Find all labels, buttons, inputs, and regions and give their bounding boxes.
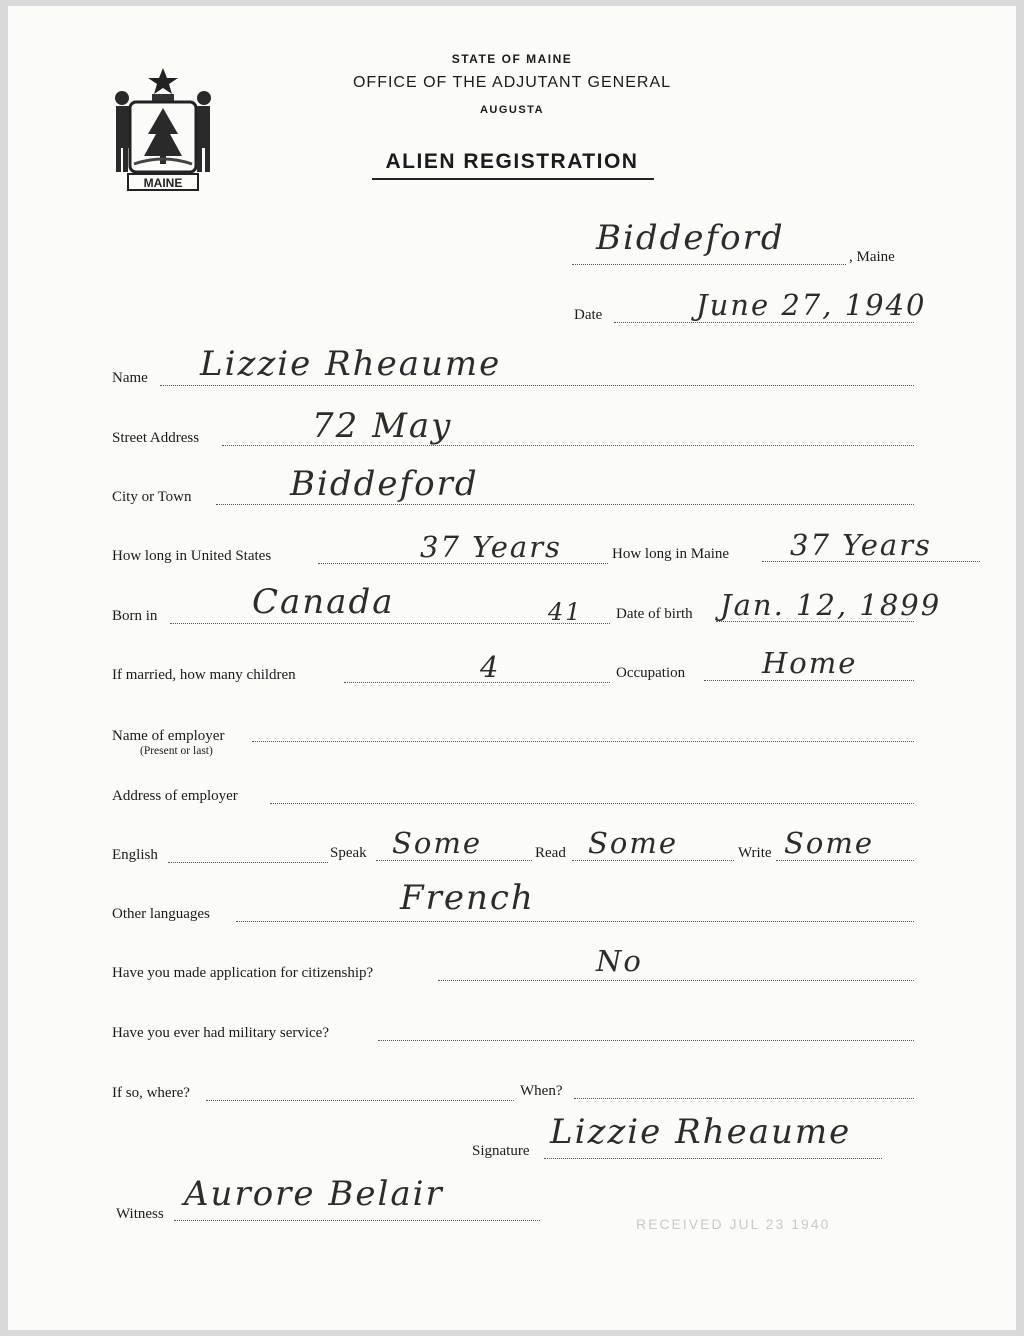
speak-line (376, 860, 532, 861)
read-line (572, 860, 734, 861)
born-in-note: 41 (548, 598, 583, 626)
speak-label: Speak (330, 845, 367, 861)
signature-value: Lizzie Rheaume (550, 1112, 852, 1152)
street-address-value: 72 May (312, 406, 453, 446)
witness-line (174, 1220, 540, 1221)
witness-label: Witness (116, 1206, 164, 1222)
speak-value: Some (392, 826, 482, 860)
how-long-maine-label: How long in Maine (612, 546, 730, 562)
svg-text:MAINE: MAINE (143, 176, 183, 190)
write-label: Write (738, 845, 772, 861)
write-value: Some (784, 826, 874, 860)
children-line (344, 682, 610, 683)
city-heading: AUGUSTA (479, 104, 545, 116)
born-in-label: Born in (112, 608, 158, 624)
name-label: Name (112, 370, 148, 386)
employer-address-label: Address of employer (112, 788, 238, 804)
date-label: Date (574, 307, 603, 323)
how-long-us-label: How long in United States (112, 548, 272, 564)
occupation-label: Occupation (616, 665, 686, 681)
form-title: ALIEN REGISTRATION (385, 150, 639, 173)
date-of-birth-value: Jan. 12, 1899 (720, 588, 942, 622)
children-value: 4 (480, 650, 501, 684)
signature-line (544, 1158, 882, 1159)
when-line (574, 1098, 914, 1099)
other-languages-value: French (400, 878, 535, 918)
city-or-town-value: Biddeford (290, 464, 479, 504)
witness-value: Aurore Belair (184, 1174, 444, 1214)
citizenship-value: No (596, 944, 643, 978)
children-label: If married, how many children (112, 667, 296, 683)
city-or-town-line (216, 504, 914, 505)
name-value: Lizzie Rheaume (200, 344, 502, 384)
place-suffix-label: , Maine (849, 249, 895, 265)
citizenship-label: Have you made application for citizenship? (112, 965, 374, 981)
read-value: Some (588, 826, 678, 860)
how-long-maine-value: 37 Years (790, 528, 932, 562)
employer-name-line (252, 741, 914, 742)
other-languages-line (236, 921, 914, 922)
office-heading: OFFICE OF THE ADJUTANT GENERAL (352, 74, 672, 91)
place-line (572, 264, 846, 265)
date-value: June 27, 1940 (696, 288, 927, 322)
employer-address-line (270, 803, 914, 804)
military-label: Have you ever had military service? (112, 1025, 329, 1041)
employer-name-note: (Present or last) (140, 745, 213, 757)
citizenship-line (438, 980, 914, 981)
read-label: Read (535, 845, 566, 861)
city-or-town-label: City or Town (112, 489, 192, 505)
place-value: Biddeford (596, 218, 785, 258)
how-long-us-value: 37 Years (420, 530, 562, 564)
write-line (776, 860, 914, 861)
occupation-value: Home (762, 646, 858, 680)
employer-name-label: Name of employer (112, 728, 225, 744)
received-stamp: RECEIVED JUL 23 1940 (636, 1216, 831, 1232)
where-label: If so, where? (112, 1085, 190, 1101)
state-heading: STATE OF MAINE (451, 52, 573, 66)
signature-label: Signature (472, 1143, 530, 1159)
english-label: English (112, 847, 158, 863)
english-line (168, 862, 328, 863)
military-line (378, 1040, 914, 1041)
when-label: When? (520, 1083, 563, 1099)
born-in-value: Canada (252, 582, 395, 622)
occupation-line (704, 680, 914, 681)
born-in-line (170, 623, 610, 624)
name-line (160, 385, 914, 386)
title-underline (372, 178, 654, 180)
date-of-birth-label: Date of birth (616, 606, 693, 622)
date-line (614, 322, 914, 323)
other-languages-label: Other languages (112, 906, 210, 922)
where-line (206, 1100, 514, 1101)
street-address-label: Street Address (112, 430, 200, 446)
